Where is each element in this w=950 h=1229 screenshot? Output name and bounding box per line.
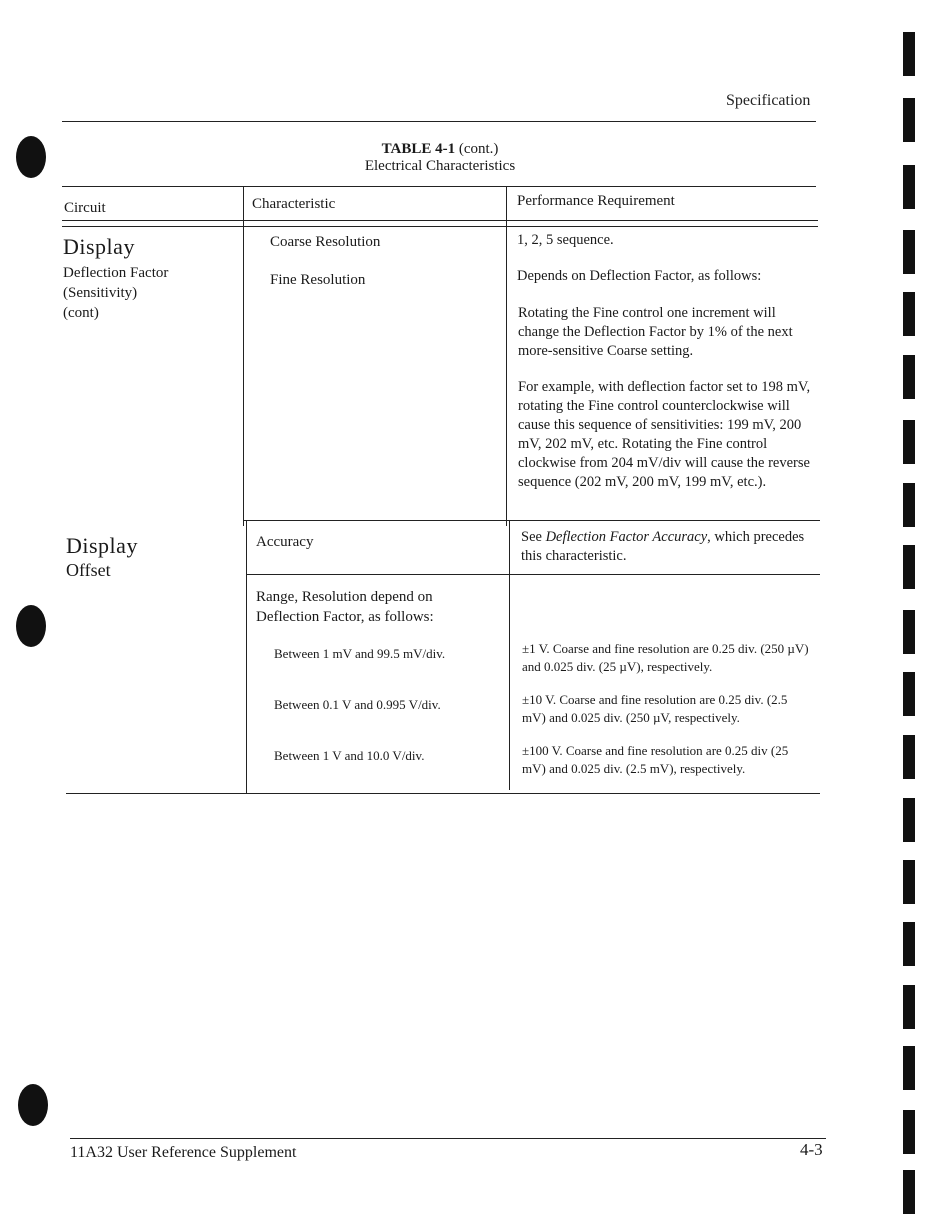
footer-rule (70, 1138, 826, 1139)
edge-mark (903, 1170, 915, 1214)
char-range-resolution: Range, Resolution depend on Deflection Factor, as follows: (256, 589, 434, 625)
edge-mark (903, 860, 915, 904)
perf-fine-paragraph-2: For example, with deflection factor set to 198 mV, rotating the Fine control counterclockwise will cause this sequence of sensitivities: 199 mV, 200 mV, 202 mV, etc. Rotating the Fine control clockwise from 204 mV/div will cause the reverse sequence (202 mV, 200 mV, 199 mV, etc.). (518, 379, 811, 490)
char-range-row-3: Between 1 V and 10.0 V/div. (274, 748, 425, 763)
perf-range-row-2: ±10 V. Coarse and fine resolution are 0.25 div. (2.5 mV) and 0.025 div. (250 µV, respectively. (522, 692, 788, 725)
table-subtitle: Electrical Characteristics (364, 158, 516, 174)
circuit-subtitle-offset: Offset (66, 560, 111, 580)
edge-mark (903, 230, 915, 274)
header-bottom-rule (62, 220, 818, 221)
column-divider-1b (246, 520, 247, 794)
header-bottom-rule-2 (62, 226, 818, 227)
edge-mark (903, 32, 915, 76)
edge-mark (903, 798, 915, 842)
edge-mark (903, 985, 915, 1029)
binder-hole-1 (16, 136, 46, 178)
binder-hole-3 (18, 1084, 48, 1126)
edge-mark (903, 355, 915, 399)
char-coarse-resolution: Coarse Resolution (270, 234, 381, 250)
header-rule (62, 121, 816, 122)
circuit-title-display: Display (63, 234, 135, 259)
edge-mark (903, 1110, 915, 1154)
running-head: Specification (726, 92, 811, 109)
column-divider-2 (506, 186, 507, 526)
circuit-title-display-offset: Display (66, 533, 138, 558)
char-fine-resolution: Fine Resolution (270, 272, 366, 288)
edge-mark (903, 420, 915, 464)
section-divider (244, 520, 820, 521)
edge-mark (903, 922, 915, 966)
header-performance: Performance Requirement (517, 193, 675, 209)
cross-reference: Deflection Factor Accuracy (545, 529, 708, 545)
edge-mark (903, 672, 915, 716)
circuit-description: Deflection Factor (Sensitivity) (cont) (63, 265, 169, 321)
perf-fine-intro: Depends on Deflection Factor, as follows: (517, 268, 762, 284)
edge-mark (903, 483, 915, 527)
edge-mark (903, 292, 915, 336)
table-cont: (cont.) (455, 141, 499, 157)
edge-mark (903, 1046, 915, 1090)
perf-range-row-1: ±1 V. Coarse and fine resolution are 0.25 div. (250 µV) and 0.025 div. (25 µV), respectively. (522, 641, 809, 674)
table-bottom-rule (66, 793, 820, 794)
char-range-row-1: Between 1 mV and 99.5 mV/div. (274, 646, 446, 661)
row-divider (246, 574, 820, 575)
footer-title: 11A32 User Reference Supplement (70, 1144, 297, 1161)
edge-mark (903, 98, 915, 142)
table-title (300, 141, 580, 158)
column-divider-1 (243, 186, 244, 526)
table-number: TABLE 4-1 (381, 141, 456, 157)
perf-fine-paragraph-1: Rotating the Fine control one increment will change the Deflection Factor by 1% of the next more-sensitive Coarse setting. (518, 305, 793, 359)
perf-range-row-3: ±100 V. Coarse and fine resolution are 0.25 div (25 mV) and 0.025 div. (2.5 mV), respectively. (522, 743, 789, 776)
char-range-row-2: Between 0.1 V and 0.995 V/div. (274, 697, 441, 712)
char-accuracy: Accuracy (256, 534, 314, 550)
edge-mark (903, 545, 915, 589)
edge-mark (903, 610, 915, 654)
page-number: 4-3 (800, 1140, 823, 1159)
edge-mark (903, 735, 915, 779)
binder-hole-2 (16, 605, 46, 647)
header-characteristic: Characteristic (252, 196, 336, 212)
header-circuit: Circuit (64, 200, 106, 216)
table-top-rule (62, 186, 816, 187)
column-divider-2b (509, 520, 510, 790)
perf-accuracy: See Deflection Factor Accuracy, which precedes this characteristic. (521, 529, 805, 564)
edge-mark (903, 165, 915, 209)
perf-coarse-resolution: 1, 2, 5 sequence. (517, 232, 614, 248)
